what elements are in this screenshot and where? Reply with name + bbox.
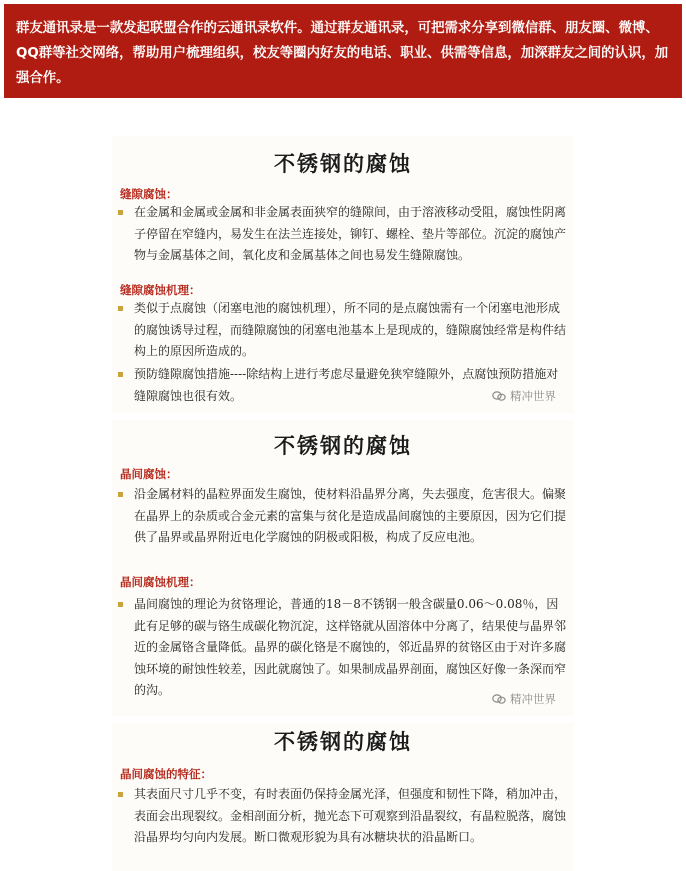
bullet-item bbox=[118, 784, 568, 849]
corrosion-card-intergranular bbox=[112, 420, 574, 716]
section-heading: 晶间腐蚀机理： bbox=[120, 575, 201, 589]
corrosion-card-crevice bbox=[112, 136, 574, 414]
bullet-text: 在金属和金属或金属和非金属表面狭窄的缝隙间，由于溶液移动受阻，腐蚀性阴离子停留在窄缝内，易发生在法兰连接处，铆钉、螺栓、垫片等部位。沉淀的腐蚀产物与金属基体之间，氧化皮和金属基体之间也易发生缝隙腐蚀。 bbox=[134, 205, 567, 262]
corrosion-card-intergranular-features bbox=[112, 722, 574, 871]
watermark bbox=[492, 691, 556, 707]
bullet-item bbox=[118, 202, 568, 267]
bullet-item bbox=[118, 298, 568, 363]
wechat-official-account-icon bbox=[492, 391, 506, 401]
card-title: 不锈钢的腐蚀 bbox=[274, 433, 412, 458]
bullet-marker bbox=[118, 210, 123, 215]
section-heading: 晶间腐蚀： bbox=[120, 467, 178, 481]
bullet-marker bbox=[118, 492, 123, 497]
section-heading: 晶间腐蚀的特征： bbox=[120, 767, 212, 781]
bullet-marker bbox=[118, 792, 123, 797]
intro-banner bbox=[4, 4, 682, 98]
bullet-text: 类似于点腐蚀（闭塞电池的腐蚀机理），所不同的是点腐蚀需有一个闭塞电池形成的腐蚀诱导过程，而缝隙腐蚀的闭塞电池基本上是现成的，缝隙腐蚀经常是构件结构上的原因所造成的。 bbox=[134, 301, 567, 358]
card-title: 不锈钢的腐蚀 bbox=[274, 151, 412, 176]
bullet-text: 预防缝隙腐蚀措施----除结构上进行考虑尽量避免狭窄缝隙外，点腐蚀预防措施对缝隙腐蚀也很有效。 bbox=[134, 367, 559, 403]
bullet-text: 其表面尺寸几乎不变，有时表面仍保持金属光泽，但强度和韧性下降，稍加冲击，表面会出现裂纹。金相剖面分析，抛光态下可观察到沿晶裂纹，有晶粒脱落，腐蚀沿晶界均匀向内发展。断口微观形貌为具有冰糖块状的沿晶断口。 bbox=[134, 787, 567, 844]
wechat-official-account-icon bbox=[492, 694, 506, 704]
bullet-marker bbox=[118, 306, 123, 311]
watermark-text: 精冲世界 bbox=[510, 389, 556, 403]
intro-banner-text: 群友通讯录是一款发起联盟合作的云通讯录软件。通过群友通讯录，可把需求分享到微信群、朋友圈、微博、QQ群等社交网络，帮助用户梳理组织，校友等圈内好友的电话、职业、供需等信息，加深群友之间的认识，加强合作。 bbox=[16, 21, 669, 86]
watermark bbox=[492, 388, 556, 404]
bullet-item bbox=[118, 594, 568, 702]
bullet-text: 晶间腐蚀的理论为贫铬理论，普通的18－8不锈钢一般含碳量0.06～0.08％，因此有足够的碳与铬生成碳化物沉淀，这样铬就从固溶体中分离了，结果使与晶界邻近的金属铬含量降低。晶界的碳化铬是不腐蚀的，邻近晶界的贫铬区由于对许多腐蚀环境的耐蚀性较差，因此就腐蚀了。如果制成晶界剖面，腐蚀区好像一条深而窄的沟。 bbox=[134, 597, 567, 697]
bullet-text: 沿金属材料的晶粒界面发生腐蚀，使材料沿晶界分离，失去强度，危害很大。偏聚在晶界上的杂质或合金元素的富集与贫化是造成晶间腐蚀的主要原因，因为它们提供了晶界或晶界附近电化学腐蚀的阴极或阳极，构成了反应电池。 bbox=[134, 487, 567, 544]
bullet-item bbox=[118, 484, 568, 549]
card-title: 不锈钢的腐蚀 bbox=[274, 729, 412, 754]
bullet-marker bbox=[118, 372, 123, 377]
bullet-marker bbox=[118, 602, 123, 607]
watermark-text: 精冲世界 bbox=[510, 692, 556, 706]
section-heading: 缝隙腐蚀机理： bbox=[120, 283, 201, 297]
section-heading: 缝隙腐蚀： bbox=[120, 187, 178, 201]
